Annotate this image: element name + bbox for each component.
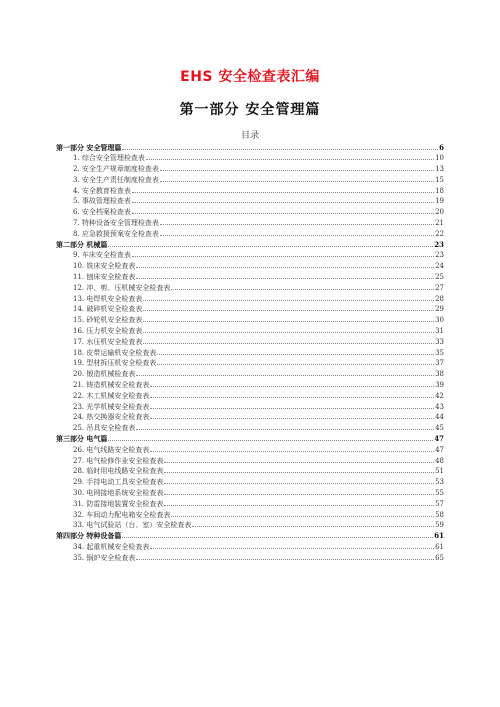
toc-item-link[interactable] — [56, 326, 444, 337]
toc-page-number: 33 — [435, 337, 444, 346]
toc-item-link[interactable] — [56, 272, 444, 283]
toc-entry-label: 16. 压力机安全检查表 — [73, 327, 143, 336]
toc-page-number: 28 — [435, 294, 444, 303]
toc-page-number: 59 — [435, 521, 444, 530]
toc-item-link[interactable] — [56, 153, 444, 164]
toc-dot-leader — [164, 488, 434, 495]
toc-item-link[interactable] — [56, 466, 444, 477]
toc-entry-label: 34. 起重机械安全检查表 — [73, 542, 150, 551]
toc-page-number: 29 — [435, 305, 444, 314]
toc-page-number: 22 — [435, 229, 444, 238]
toc-dot-leader — [171, 510, 434, 517]
toc-page-number: 13 — [435, 165, 444, 174]
toc-item-link[interactable] — [56, 456, 444, 467]
toc-item-link[interactable] — [56, 542, 444, 553]
toc-page-number: 51 — [435, 467, 444, 476]
toc-dot-leader — [150, 412, 434, 419]
toc-entry-label: 11. 刨床安全检查表 — [73, 273, 136, 282]
toc-item-link[interactable] — [56, 175, 444, 186]
toc-dot-leader — [164, 477, 434, 484]
table-of-contents — [56, 143, 444, 564]
toc-entry-label: 23. 光学机械安全检查表 — [73, 402, 150, 411]
toc-page-number: 43 — [435, 402, 444, 411]
toc-entry-label: 第四部分 特种设备篇 — [56, 531, 122, 541]
toc-entry-label: 26. 电气线路安全检查表 — [73, 445, 150, 454]
toc-dot-leader — [160, 229, 434, 236]
toc-section-link[interactable] — [56, 143, 444, 154]
toc-entry-label: 30. 电网接地系统安全检查表 — [73, 489, 164, 497]
toc-page-number: 24 — [435, 262, 444, 271]
toc-dot-leader — [122, 531, 433, 538]
toc-entry-label: 5. 事故管理检查表 — [73, 197, 131, 206]
toc-item-link[interactable] — [56, 380, 444, 391]
toc-page-number: 15 — [435, 175, 444, 184]
toc-item-link[interactable] — [56, 196, 444, 207]
toc-page-number: 10 — [435, 154, 444, 163]
toc-dot-leader — [157, 358, 434, 365]
toc-entry-label: 7. 特种设备安全管理检查表 — [73, 219, 159, 228]
toc-dot-leader — [157, 348, 434, 355]
toc-item-link[interactable] — [56, 218, 444, 229]
toc-entry-label: 22. 木工机械安全检查表 — [73, 391, 150, 400]
toc-page-number: 57 — [435, 499, 444, 508]
toc-entry-label: 24. 热交换器安全检查表 — [73, 413, 150, 422]
toc-item-link[interactable] — [56, 207, 444, 218]
toc-page-number: 37 — [435, 359, 444, 368]
toc-item-link[interactable] — [56, 358, 444, 369]
toc-dot-leader — [150, 402, 434, 409]
toc-entry-label: 28. 临时用电线路安全检查表 — [73, 467, 164, 476]
toc-dot-leader — [108, 240, 433, 247]
toc-dot-leader — [132, 250, 434, 257]
toc-entry-label: 27. 电气检修作业安全检查表 — [73, 456, 164, 465]
toc-entry-label: 第二部分 机械篇 — [56, 239, 108, 249]
toc-dot-leader — [136, 272, 434, 279]
toc-entry-label: 1. 综合安全管理检查表 — [73, 154, 145, 163]
toc-item-link[interactable] — [56, 553, 444, 564]
toc-entry-label: 6. 安全档案检查表 — [73, 208, 131, 217]
toc-item-link[interactable] — [56, 510, 444, 521]
toc-entry-label: 20. 锻造机械检查表 — [73, 370, 136, 379]
toc-page-number: 39 — [435, 381, 444, 390]
toc-page-number: 53 — [435, 478, 444, 487]
part-title: 第一部分 安全管理篇 — [179, 102, 321, 118]
toc-page-number: 18 — [435, 186, 444, 195]
toc-item-link[interactable] — [56, 250, 444, 261]
toc-page-number: 65 — [435, 553, 444, 562]
toc-item-link[interactable] — [56, 391, 444, 402]
toc-entry-label: 第三部分 电气篇 — [56, 434, 108, 444]
toc-dot-leader — [160, 164, 434, 171]
toc-entry-label: 19. 型材拆压机安全检查表 — [73, 359, 157, 368]
document-title: EHS 安全检查表汇编 — [180, 69, 320, 85]
toc-dot-leader — [132, 196, 434, 203]
toc-section-link[interactable] — [56, 434, 444, 445]
toc-item-link[interactable] — [56, 369, 444, 380]
toc-page-number: 47 — [434, 434, 444, 444]
toc-item-link[interactable] — [56, 186, 444, 197]
toc-dot-leader — [143, 326, 434, 333]
toc-dot-leader — [136, 553, 434, 560]
toc-page-number: 27 — [435, 283, 444, 292]
toc-dot-leader — [160, 218, 434, 225]
toc-page-number: 20 — [435, 208, 444, 217]
toc-item-link[interactable] — [56, 261, 444, 272]
toc-item-link[interactable] — [56, 412, 444, 423]
toc-dot-leader — [150, 391, 434, 398]
toc-dot-leader — [143, 337, 434, 344]
toc-dot-leader — [150, 380, 434, 387]
toc-dot-leader — [171, 283, 434, 290]
toc-page-number: 61 — [434, 531, 444, 541]
toc-entry-label: 8. 应急救援预案安全检查表 — [73, 229, 159, 238]
toc-entry-label: 25. 吊具安全检查表 — [73, 424, 136, 433]
toc-page-number: 48 — [435, 456, 444, 465]
toc-dot-leader — [150, 445, 434, 452]
toc-page-number: 44 — [435, 413, 444, 422]
toc-item-link[interactable] — [56, 294, 444, 305]
toc-dot-leader — [143, 315, 434, 322]
toc-entry-label: 33. 电气试验站（台、室）安全检查表 — [73, 521, 192, 530]
toc-dot-leader — [143, 304, 434, 311]
toc-item-link[interactable] — [56, 445, 444, 456]
toc-entry-label: 17. 水压机安全检查表 — [73, 337, 143, 346]
toc-dot-leader — [143, 294, 434, 301]
toc-entry-label: 15. 砂轮机安全检查表 — [73, 316, 143, 325]
toc-dot-leader — [108, 434, 433, 441]
toc-entry-label: 12. 冲、剪、压机械安全检查表 — [73, 283, 171, 292]
toc-item-link[interactable] — [56, 229, 444, 240]
toc-section-link[interactable] — [56, 531, 444, 542]
toc-dot-leader — [132, 186, 434, 193]
toc-dot-leader — [136, 261, 434, 268]
toc-dot-leader — [164, 456, 434, 463]
toc-page-number: 30 — [435, 316, 444, 325]
toc-item-link[interactable] — [56, 337, 444, 348]
toc-item-link[interactable] — [56, 348, 444, 359]
toc-page-number: 19 — [435, 197, 444, 206]
toc-page-number: 31 — [435, 327, 444, 336]
toc-dot-leader — [164, 499, 434, 506]
toc-dot-leader — [136, 369, 434, 376]
toc-item-link[interactable] — [56, 283, 444, 294]
toc-dot-leader — [150, 542, 434, 549]
toc-entry-label: 29. 手持电动工具安全检查表 — [73, 478, 164, 487]
toc-dot-leader — [122, 143, 438, 150]
toc-page-number: 25 — [435, 273, 444, 282]
toc-entry-label: 10. 铣床安全检查表 — [73, 262, 136, 271]
toc-item-link[interactable] — [56, 304, 444, 315]
toc-page-number: 38 — [435, 370, 444, 379]
toc-entry-label: 21. 铸造机械安全检查表 — [73, 381, 150, 390]
toc-page-number: 23 — [435, 251, 444, 260]
toc-dot-leader — [164, 466, 434, 473]
toc-entry-label: 18. 皮带运输机安全检查表 — [73, 348, 157, 357]
toc-entry-label: 13. 电焊机安全检查表 — [73, 294, 143, 303]
toc-page-number: 55 — [435, 489, 444, 497]
toc-entry-label: 第一部分 安全管理篇 — [56, 142, 122, 152]
toc-item-link[interactable] — [56, 402, 444, 413]
toc-entry-label: 32. 车间动力配电箱安全检查表 — [73, 510, 171, 519]
toc-dot-leader — [160, 175, 434, 182]
toc-section-link[interactable] — [56, 240, 444, 251]
toc-dot-leader — [192, 520, 434, 527]
toc-item-link[interactable] — [56, 520, 444, 531]
toc-item-link[interactable] — [56, 477, 444, 488]
toc-entry-label: 2. 安全生产规章制度检查表 — [73, 165, 159, 174]
toc-page-number: 23 — [434, 239, 444, 249]
toc-entry-label: 4. 安全教育检查表 — [73, 186, 131, 195]
toc-dot-leader — [146, 153, 434, 160]
toc-entry-label: 31. 防雷接地装置安全检查表 — [73, 499, 164, 508]
toc-page-number: 35 — [435, 348, 444, 357]
toc-page-number: 6 — [439, 142, 444, 152]
toc-heading: 目录 — [240, 131, 259, 141]
toc-dot-leader — [132, 207, 434, 214]
toc-page-number: 42 — [435, 391, 444, 400]
toc-dot-leader — [136, 423, 434, 430]
toc-entry-label: 3. 安全生产责任制度检查表 — [73, 175, 159, 184]
toc-item-link[interactable] — [56, 499, 444, 510]
toc-item-link[interactable] — [56, 315, 444, 326]
toc-item-link[interactable] — [56, 488, 444, 499]
toc-entry-label: 35. 锅炉安全检查表 — [73, 553, 136, 562]
toc-page-number: 45 — [435, 424, 444, 433]
toc-page-number: 21 — [435, 219, 444, 228]
toc-item-link[interactable] — [56, 164, 444, 175]
toc-page-number: 61 — [435, 542, 444, 551]
toc-page-number: 47 — [435, 445, 444, 454]
toc-item-link[interactable] — [56, 423, 444, 434]
toc-page-number: 58 — [435, 510, 444, 519]
toc-entry-label: 14. 破碎机安全检查表 — [73, 305, 143, 314]
toc-entry-label: 9. 车床安全检查表 — [73, 251, 131, 260]
